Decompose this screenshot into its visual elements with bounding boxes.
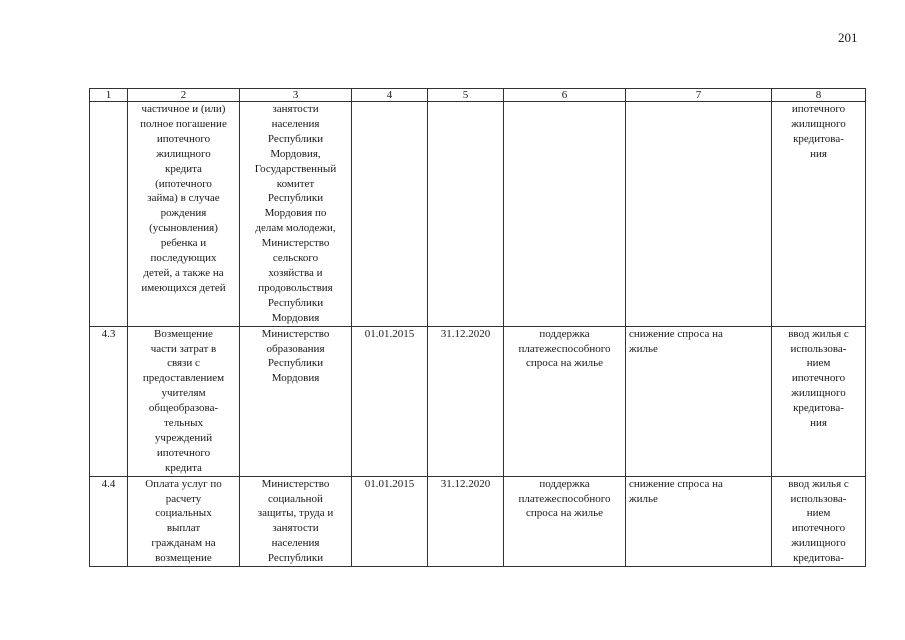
cell-text-line: населения — [271, 537, 320, 550]
indicator-link-cell — [772, 476, 866, 566]
cell-text-line: части затрат в — [150, 342, 217, 355]
cell-text-line: жилье — [629, 342, 658, 355]
column-header: 4 — [352, 89, 428, 102]
cell-text-line: ипотечного — [791, 522, 846, 535]
cell-text-line: Республики — [267, 132, 324, 145]
cell-text-line: жилищного — [791, 117, 846, 130]
cell-text-line: занятости — [272, 522, 319, 535]
table-header-row — [90, 89, 866, 102]
cell-text-line: Республики — [267, 192, 324, 205]
cell-text-line: последующих — [150, 252, 217, 265]
cell-text-line: платежеспособного — [518, 492, 611, 505]
cell-text-line: хозяйства и — [268, 266, 323, 279]
cell-text-line: имеющихся детей — [141, 281, 226, 294]
cell-text-line: комитет — [276, 177, 315, 190]
cell-text-line: Республики — [267, 296, 324, 309]
cell-text-line: ввод жилья с — [788, 477, 849, 490]
cell-text-line: Республики — [267, 357, 324, 370]
cell-text-line: кредитова- — [793, 132, 844, 145]
cell-text-line: ния — [810, 417, 827, 430]
measure-name-cell — [128, 102, 240, 327]
cell-text-line: социальной — [268, 492, 323, 505]
executor-cell — [240, 476, 352, 566]
cell-text-line: занятости — [272, 103, 319, 115]
cell-text-line: гражданам на — [151, 537, 216, 550]
cell-text-line: Министерство — [261, 477, 330, 490]
cell-text-line: полное погашение — [140, 117, 227, 130]
cell-text-line: Мордовия, — [270, 147, 321, 160]
cell-text-line: сельского — [272, 252, 319, 265]
indicator-link-cell — [772, 326, 866, 476]
consequence-cell — [626, 476, 772, 566]
column-header: 7 — [626, 89, 772, 102]
indicator-link-cell — [772, 102, 866, 327]
end-date-cell: 31.12.2020 — [428, 326, 504, 476]
cell-text-line: Возмещение — [154, 327, 213, 340]
cell-text-line: общеобразова- — [148, 402, 219, 415]
cell-text-line: продовольствия — [258, 281, 333, 294]
start-date-cell: 01.01.2015 — [352, 326, 428, 476]
cell-text-line: Государственный — [254, 162, 337, 175]
cell-text-line: спроса на жилье — [525, 357, 604, 370]
cell-text-line: поддержка — [539, 327, 590, 340]
cell-text-line: ввод жилья с — [788, 327, 849, 340]
cell-text-line: использова- — [790, 492, 847, 505]
column-header: 8 — [772, 89, 866, 102]
cell-text-line: защиты, труда и — [257, 507, 334, 520]
cell-text-line: тельных — [164, 417, 203, 430]
table-row — [90, 326, 866, 476]
cell-text-line: социальных — [155, 507, 212, 520]
cell-text-line: займа) в случае — [147, 192, 220, 205]
cell-text-line: поддержка — [539, 477, 590, 490]
result-cell — [504, 102, 626, 327]
cell-text-line: кредитова- — [793, 402, 844, 415]
program-measures-table — [89, 88, 866, 567]
cell-text-line: возмещение — [155, 552, 212, 565]
cell-text-line: частичное и (или) — [141, 103, 226, 115]
cell-text-line: (ипотечного — [155, 177, 212, 190]
cell-text-line: ипотечного — [156, 132, 211, 145]
cell-text-line: выплат — [166, 522, 201, 535]
start-date-cell: 01.01.2015 — [352, 476, 428, 566]
cell-text-line: ния — [810, 147, 827, 160]
consequence-cell — [626, 326, 772, 476]
cell-text-line: населения — [271, 117, 320, 130]
cell-text-line: ипотечного — [156, 446, 211, 459]
cell-text-line: платежеспособного — [518, 342, 611, 355]
cell-text-line: кредитова- — [793, 552, 844, 565]
cell-text-line: нием — [806, 507, 831, 520]
measure-name-cell — [128, 326, 240, 476]
result-cell — [504, 476, 626, 566]
consequence-cell — [626, 102, 772, 327]
cell-text-line: образования — [266, 342, 325, 355]
cell-text-line: снижение спроса на — [629, 477, 723, 490]
page-number: 201 — [838, 30, 858, 45]
cell-text-line: Республики — [267, 552, 324, 565]
cell-text-line: ипотечного — [791, 372, 846, 385]
cell-text-line: Министерство — [261, 237, 330, 250]
end-date-cell: 31.12.2020 — [428, 476, 504, 566]
table-row — [90, 102, 866, 327]
column-header: 6 — [504, 89, 626, 102]
row-number-cell: 4.3 — [90, 326, 128, 476]
executor-cell — [240, 326, 352, 476]
measure-name-cell — [128, 476, 240, 566]
cell-text-line: жилищного — [791, 387, 846, 400]
cell-text-line: связи с — [167, 357, 200, 370]
cell-text-line: снижение спроса на — [629, 327, 723, 340]
cell-text-line: жилье — [629, 492, 658, 505]
column-header: 5 — [428, 89, 504, 102]
cell-text-line: рождения — [160, 207, 207, 220]
column-header: 2 — [128, 89, 240, 102]
cell-text-line: кредита — [165, 162, 202, 175]
cell-text-line: жилищного — [791, 537, 846, 550]
executor-cell — [240, 102, 352, 327]
row-number-cell — [90, 102, 128, 327]
cell-text-line: ипотечного — [791, 103, 846, 115]
cell-text-line: расчету — [165, 492, 202, 505]
result-cell — [504, 326, 626, 476]
cell-text-line: кредита — [165, 461, 202, 474]
cell-text-line: (усыновления) — [149, 222, 218, 235]
cell-text-line: Мордовия — [271, 372, 320, 385]
cell-text-line: ребенка и — [160, 237, 207, 250]
cell-text-line: Мордовия — [271, 311, 320, 324]
start-date-cell — [352, 102, 428, 327]
end-date-cell — [428, 102, 504, 327]
cell-text-line: делам молодежи, — [255, 222, 336, 235]
row-number-cell: 4.4 — [90, 476, 128, 566]
cell-text-line: детей, а также на — [143, 266, 224, 279]
cell-text-line: Мордовия по — [264, 207, 327, 220]
column-header: 1 — [90, 89, 128, 102]
cell-text-line: Министерство — [261, 327, 330, 340]
cell-text-line: учителям — [161, 387, 206, 400]
cell-text-line: нием — [806, 357, 831, 370]
cell-text-line: спроса на жилье — [525, 507, 604, 520]
cell-text-line: использова- — [790, 342, 847, 355]
cell-text-line: учреждений — [154, 431, 213, 444]
column-header: 3 — [240, 89, 352, 102]
table-row — [90, 476, 866, 566]
cell-text-line: Оплата услуг по — [145, 477, 222, 490]
cell-text-line: предоставлением — [142, 372, 225, 385]
cell-text-line: жилищного — [156, 147, 211, 160]
